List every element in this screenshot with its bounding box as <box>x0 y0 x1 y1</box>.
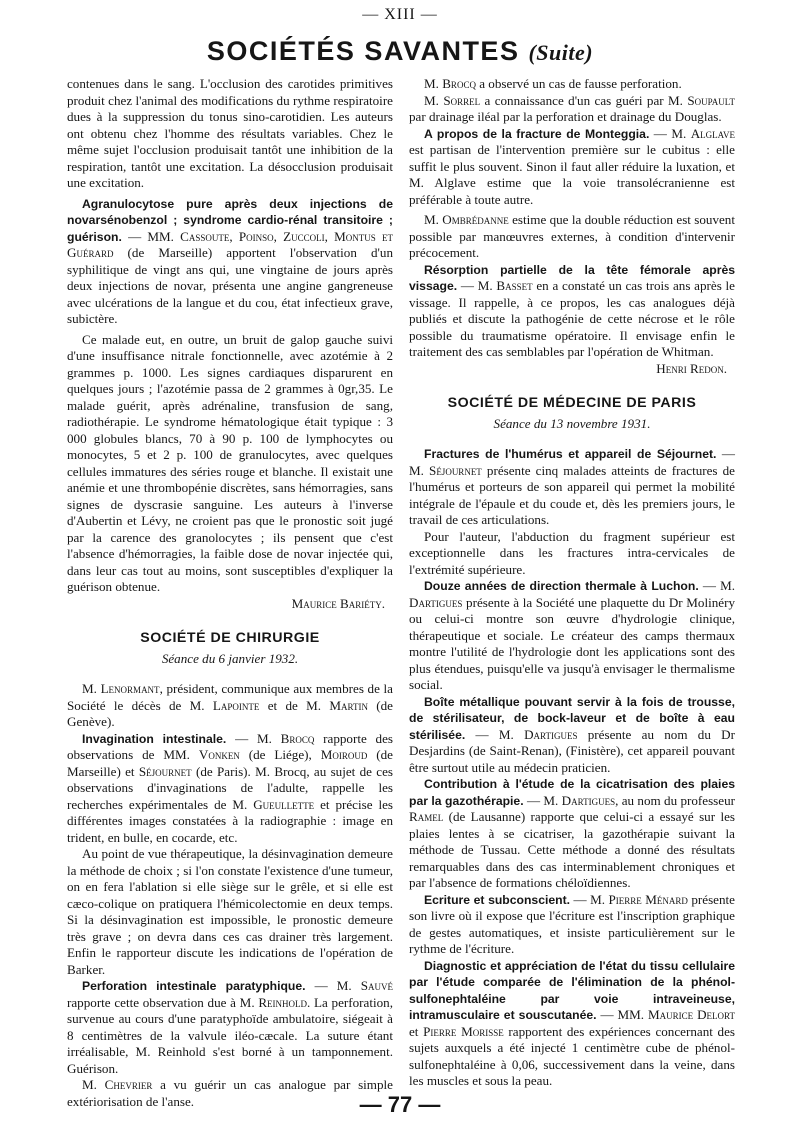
article-heading: Invagination intestinale. <box>82 731 227 746</box>
paragraph: M. Lenormant, président, communique aux membres de la Société le décès de M. Lapointe et de M. Martin (de Genève). <box>67 681 393 729</box>
article-heading: Diagnostic et appréciation de l'état du tissu cellulaire par l'étude comparée de l'élimination de la phénol-sulfonephtaléine par voie intraveineuse, intramusculaire et souscutanée. <box>409 958 735 1022</box>
article-heading: Ecriture et subconscient. <box>424 892 571 907</box>
page-number: — 77 — <box>359 1092 441 1117</box>
signature: Henri Redon. <box>656 360 727 376</box>
author-names: MM. Cassoute, Poinso, Zuccoli, Montus et Guérard <box>67 228 394 260</box>
paragraph: Invagination intestinale. — M. Brocq rapporte des observations de MM. Vonken (de Liége), Moiroud (de Marseille) et Séjournet (de Paris). M. Brocq, au sujet de ces observations d'invaginations de l'adulte, rappelle les recherches expérimentales de M. Gueullette et précise les différentes images constatées à la radiographie : image en trident, en bulle, en cocarde, etc. <box>67 730 394 845</box>
paragraph: Au point de vue thérapeutique, la désinvagination demeure la méthode de choix ; si l'on constate l'existence d'une tumeur, on en fera l'ablation si elle siège sur le grêle, et si elle est cæco-colique on pratiquera l'hémicolectomie en deux temps. Si la désinvagination est impossible, le pronostic demeure très grave ; on devra dans ces cas drainer très largement. Enfin le rapporteur discute les indications de l'opération de Barker. <box>67 846 393 977</box>
right-column <box>409 76 735 1090</box>
paragraph: M. Brocq a observé un cas de fausse perforation. <box>424 76 682 91</box>
paragraph: Perforation intestinale paratyphique. — M. Sauvé rapporte cette observation due à M. Reinhold. La perforation, survenue au cours d'une paratyphoïde ambulatoire, siégeait à 8 centimètres de la valvule iléo-cæcale. La suture étant irréalisable, M. Reinhold s'est borné à un tamponnement. Guérison. <box>67 978 393 1076</box>
roman-page-number: — XIII — <box>362 6 438 23</box>
paragraph: Fractures de l'humérus et appareil de Séjournet. — M. Séjournet présente cinq malades atteints de fractures de l'humérus et porteurs de son appareil qui permet la mobilité intégrale de l'épaule et du coude et, dès les premiers jours, le travail de ces articulations. <box>409 446 735 527</box>
article-heading: Résorption partielle de la tête fémorale après vissage. <box>409 262 735 293</box>
article-heading: Agranulocytose pure après deux injections de novarsénobenzol ; syndrome cardio-rénal transitoire ; guérison. <box>67 196 393 244</box>
article-heading: Boîte métallique pouvant servir à la fois de trousse, de stérilisateur, de bock-laveur et de boîte à eau stérilisée. <box>409 694 735 742</box>
paragraph: M. Chevrier a vu guérir un cas analogue par simple extériorisation de l'anse. <box>67 1077 393 1109</box>
paragraph: Contribution à l'étude de la cicatrisation des plaies par la gazothérapie. — M. Dartigues, au nom du professeur Ramel (de Lausanne) rapporte que celui-ci a essayé sur les plaies lentes à se cicatriser, la gazothérapie suivant la méthode de Tussau. Cette méthode a donné des résultats remarquables dans des cas interminablement chroniques et par l'absence de formations chéloïdiennes. <box>409 777 735 890</box>
article-heading: Contribution à l'étude de la cicatrisation des plaies par la gazothérapie. <box>409 777 735 808</box>
article-heading: Douze années de direction thermale à Luchon. <box>424 579 699 593</box>
article-heading: A propos de la fracture de Monteggia. <box>424 126 650 141</box>
title-main: SOCIÉTÉS SAVANTES <box>206 36 520 66</box>
paragraph: Ecriture et subconscient. — M. Pierre Ménard présente son livre où il expose que l'écriture est l'inscription graphique de gestes automatiques, et insiste particulièrement sur le rythme de l'écriture. <box>409 891 735 956</box>
paragraph: Douze années de direction thermale à Luchon. — M. Dartigues présente à la Société une plaquette du Dr Molinéry ou celui-ci montre son œuvre d'hydrologie clinique, thérapeutique et sociale. Le créateur des camps thermaux montre l'utilité de l'hydrologie dont les applications sont des plus étendues, puisqu'elle va jusqu'à envisager le thermalisme social. <box>409 578 735 692</box>
signature: Maurice Bariéty. <box>291 595 385 611</box>
section-heading: SOCIÉTÉ DE MÉDECINE DE PARIS <box>447 395 697 411</box>
session-date: Séance du 6 janvier 1932. <box>161 650 299 666</box>
article-heading: Perforation intestinale paratyphique. <box>82 979 306 993</box>
title-suffix: (Suite) <box>528 40 594 65</box>
page-title <box>0 34 800 70</box>
paragraph: Pour l'auteur, l'abduction du fragment supérieur est exceptionnelle dans les fractures intra-cervicales de l'extrémité supérieure. <box>409 528 735 577</box>
paragraph: Diagnostic et appréciation de l'état du tissu cellulaire par l'étude comparée de l'élimination de la phénol-sulfonephtaléine par voie intraveineuse, intramusculaire et souscutanée. — MM. Maurice Delort et Pierre Morisse rapportent des expériences concernant des sujets auxquels a été injecté 1 centimètre cube de phénol-sulfonephtaléine à 0,06, successivement dans la veine, dans les muscles et sous la peau. <box>409 958 735 1088</box>
paragraph: M. Sorrel a connaissance d'un cas guéri par M. Soupault par drainage iléal par la perforation et drainage du Douglas. <box>409 92 735 124</box>
session-date: Séance du 13 novembre 1931. <box>493 415 651 431</box>
paragraph: Boîte métallique pouvant servir à la fois de trousse, de stérilisateur, de bock-laveur et de boîte à eau stérilisée. — M. Dartigues présente au nom du Dr Desjardins (de Saint-Renan), (Finistère), cet appareil pouvant être surtout utile au médecin praticien. <box>409 694 735 775</box>
paragraph: contenues dans le sang. L'occlusion des carotides primitives produit chez l'animal des modifications du rythme respiratoire dues à la suppression du tonus sino-carotidien. Les auteurs ont obtenu chez l'homme des résultats variables. Chez le même sujet l'occlusion produisait tantôt une inhibition de la respiration, tantôt une excitation. La désocclusion produisait une excitation. <box>67 76 393 190</box>
paragraph: A propos de la fracture de Monteggia. — M. Alglave est partisan de l'intervention première sur le cubitus : elle suffit le plus souvent. Sinon il faut aller réduire la luxation, et M. Alglave estime que la voie transolécranienne est préférable à toute autre. <box>409 125 735 207</box>
paragraph: Ce malade eut, en outre, un bruit de galop gauche suivi d'une insuffisance nitrale fonctionnelle, avec azotémie à 2 grammes p. 1000. Les signes cardiaques disparurent en quelques jours ; l'azotémie passa de 2 grammes à 0gr,35. Le malade guérit, après adrénaline, transfusion de sang, radiothérapie. Le syndrome hématologique était typique : 3 000 globules blancs, 70 à 90 p. 100 de lymphocytes ou monocytes, 5 et 2 p. 100 de granulocytes, avec quelques cellules immatures des séries rouge et blanche. Il existait une anémie et une thrombopénie discrètes, sans hémorragies, sans signes de dyscrasie sanguine. Les auteurs à l'inverse d'Aubertin et Lévy, ne croient pas que le pronostic soit jugé par la carence des granolocytes ; ils pensent que c'est l'absence d'hémorragies, la faible dose de novar injectée qui, dans leur cas tout au moins, sont susceptibles d'expliquer la guérison obtenue. Maurice Bariéty. <box>67 331 393 611</box>
paragraph: M. Ombrédanne estime que la double réduction est souvent possible par manœuvres externes, à condition d'intervenir précocement. <box>409 212 735 260</box>
section-heading: SOCIÉTÉ DE CHIRURGIE <box>140 630 320 646</box>
paragraph: Agranulocytose pure après deux injections de novarsénobenzol ; syndrome cardio-rénal transitoire ; guérison. — MM. Cassoute, Poinso, Zuccoli, Montus et Guérard (de Marseille) apportent l'observation d'un syphilitique de vingt ans qui, une vingtaine de jours après deux injections de novar, présenta une angine gangreneuse avec ulcérations de la langue et du cou, état infectieux grave, subictère. <box>67 196 394 326</box>
paragraph: Résorption partielle de la tête fémorale après vissage. — M. Basset en a constaté un cas trois ans après le vissage. Il rappelle, à ce propos, les cas analogues déjà publiés et discute la pathogénie de cette nécrose et le rôle possible du traumatisme opératoire. Il envisage enfin le traitement des cas semblables par l'opération de Whitman. Henri Redon. <box>409 262 735 376</box>
left-column <box>67 76 393 1110</box>
article-heading: Fractures de l'humérus et appareil de Séjournet. <box>424 447 717 461</box>
